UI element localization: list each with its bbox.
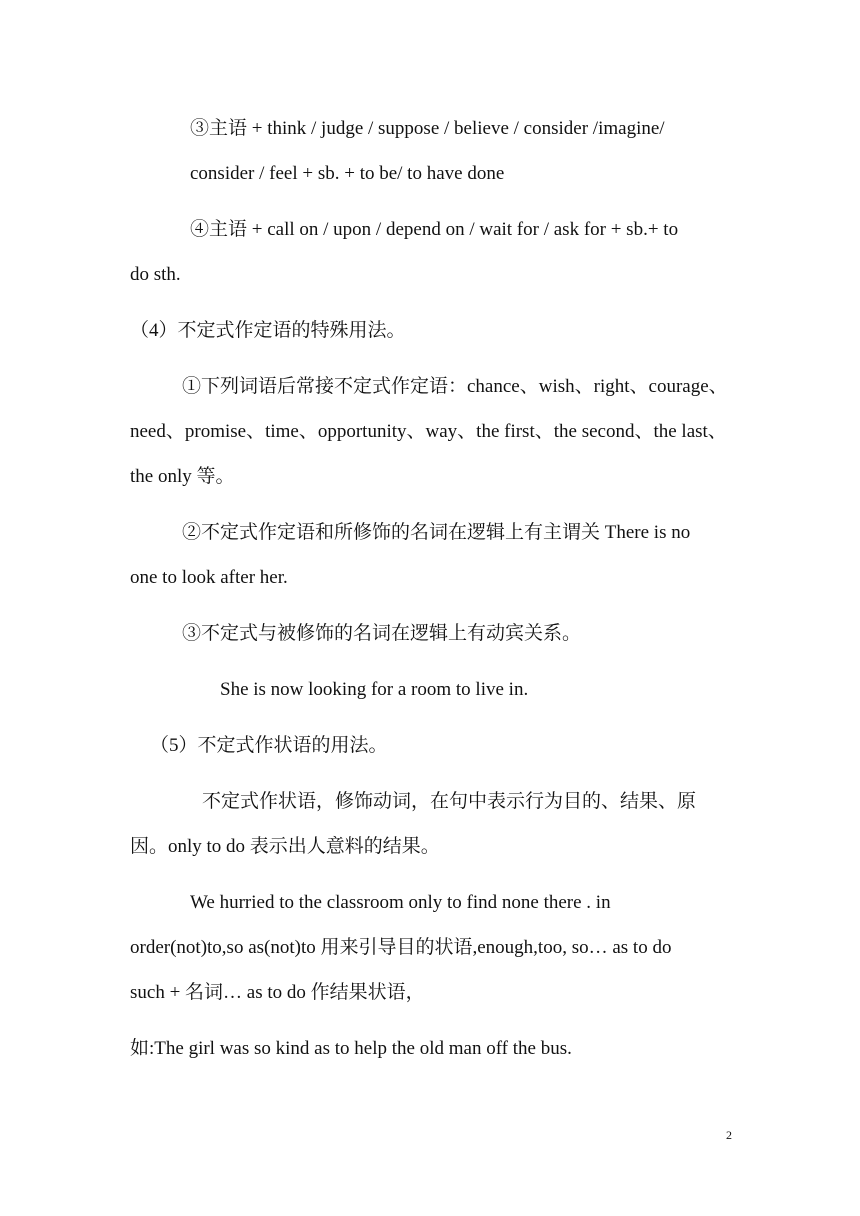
text-line-6: ①下列词语后常接不定式作定语：chance、wish、right、courage、 xyxy=(182,376,728,397)
text-line-8: the only 等。 xyxy=(130,466,235,487)
text-line-10: one to look after her. xyxy=(130,567,288,588)
text-line-16: We hurried to the classroom only to find none there . in xyxy=(190,892,611,913)
text-line-14: 不定式作状语，修饰动词，在句中表示行为目的、结果、原 xyxy=(202,791,697,812)
section-heading-4: （4）不定式作定语的特殊用法。 xyxy=(130,320,406,341)
text-line-15: 因。only to do 表示出人意料的结果。 xyxy=(130,836,440,857)
example-sentence-room: She is now looking for a room to live in. xyxy=(220,679,529,700)
text-line-3: ④主语 + call on / upon / depend on / wait for / ask for + sb.+ to xyxy=(190,219,679,240)
text-line-17: order(not)to,so as(not)to 用来引导目的状语,enough,too, so… as to do xyxy=(130,937,672,958)
text-line-19: 如:The girl was so kind as to help the old man off the bus. xyxy=(130,1038,572,1059)
section-heading-5: （5）不定式作状语的用法。 xyxy=(150,735,388,756)
page-number: 2 xyxy=(726,1128,732,1142)
text-line-18: such + 名词… as to do 作结果状语， xyxy=(130,982,425,1003)
text-line-4: do sth. xyxy=(130,264,181,285)
text-line-9: ②不定式作定语和所修饰的名词在逻辑上有主谓关 There is no xyxy=(182,522,691,543)
text-line-11: ③不定式与被修饰的名词在逻辑上有动宾关系。 xyxy=(182,623,582,644)
text-line-2: consider / feel + sb. + to be/ to have done xyxy=(190,163,505,184)
text-line-1: ③主语 + think / judge / suppose / believe / consider /imagine/ xyxy=(190,118,665,139)
text-line-7: need、promise、time、opportunity、way、the first、the second、the last、 xyxy=(130,421,727,442)
